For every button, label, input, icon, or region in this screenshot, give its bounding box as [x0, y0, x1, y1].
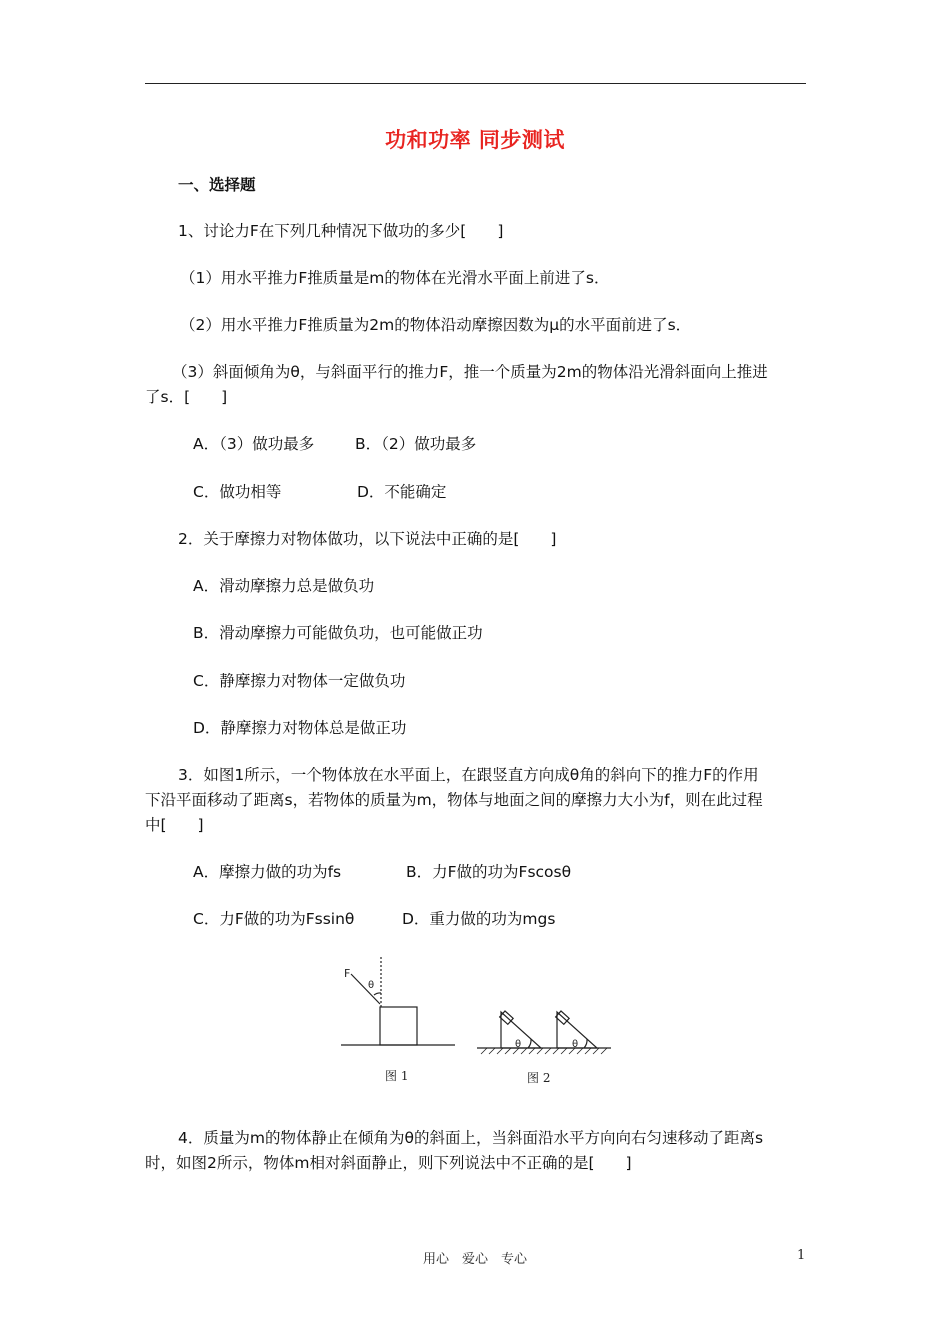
- q1-case-1: （1）用水平推力F推质量是m的物体在光滑水平面上前进了s．: [180, 269, 610, 287]
- q3-stem-line1: 3．如图1所示，一个物体放在水平面上，在跟竖直方向成θ角的斜向下的推力F的作用: [178, 766, 759, 784]
- angle-label-incline-1: θ: [515, 1039, 522, 1050]
- figure-2-label: 图 2: [527, 1071, 551, 1085]
- force-label: F: [344, 967, 351, 980]
- section-heading: 一、选择题: [178, 176, 256, 194]
- q3-option-c: C．力F做的功为Fssinθ: [193, 910, 355, 928]
- block: [380, 1007, 417, 1045]
- figure-1-label: 图 1: [385, 1069, 409, 1083]
- angle-label-fig1: θ: [368, 980, 375, 991]
- header-rule: [145, 83, 806, 84]
- q4-stem-line1: 4．质量为m的物体静止在倾角为θ的斜面上，当斜面沿水平方向向右匀速移动了距离s: [178, 1129, 764, 1147]
- q3-option-b: B．力F做的功为Fscosθ: [406, 863, 572, 881]
- q2-option-a: A．滑动摩擦力总是做负功: [193, 577, 375, 595]
- q1-case-2: （2）用水平推力F推质量为2m的物体沿动摩擦因数为μ的水平面前进了s．: [180, 316, 692, 334]
- angle-arc: [374, 993, 381, 995]
- q3-stem-line3: 中[ ]: [145, 816, 204, 834]
- q2-option-c: C．静摩擦力对物体一定做负功: [193, 672, 406, 690]
- q2-option-b: B．滑动摩擦力可能做负功，也可能做正功: [193, 624, 483, 642]
- figure-2-drawing: [477, 1011, 611, 1054]
- physics-figures: [335, 955, 625, 1090]
- incline-1-angle-arc: [528, 1039, 531, 1048]
- page-footer: 用心 爱心 专心: [422, 1252, 527, 1267]
- q3-option-d: D．重力做的功为mgs: [402, 910, 556, 928]
- figure-1-drawing: [341, 957, 455, 1045]
- q3-stem-line2: 下沿平面移动了距离s，若物体的质量为m，物体与地面之间的摩擦力大小为f，则在此过程: [145, 791, 763, 809]
- incline-2-angle-arc: [584, 1039, 587, 1048]
- q1-case-3-line2: 了s．[ ]: [145, 388, 228, 406]
- q1-option-a: A．（3）做功最多: [193, 435, 315, 453]
- ground-hatching: [481, 1048, 607, 1054]
- q1-option-d: D．不能确定: [357, 483, 447, 501]
- q1-option-b: B．（2）做功最多: [355, 435, 477, 453]
- page-number: 1: [797, 1248, 806, 1263]
- q2-option-d: D．静摩擦力对物体总是做正功: [193, 719, 407, 737]
- q4-stem-line2: 时，如图2所示，物体m相对斜面静止，则下列说法中不正确的是[ ]: [145, 1154, 632, 1172]
- force-arrow: [351, 974, 380, 1004]
- page-title: 功和功率 同步测试: [385, 128, 565, 152]
- q1-stem: 1、讨论力F在下列几种情况下做功的多少[ ]: [178, 222, 504, 240]
- q1-option-c: C．做功相等: [193, 483, 282, 501]
- angle-label-incline-2: θ: [572, 1039, 579, 1050]
- q3-option-a: A．摩擦力做的功为fs: [193, 863, 342, 881]
- q2-stem: 2．关于摩擦力对物体做功，以下说法中正确的是[ ]: [178, 530, 557, 548]
- q1-case-3-line1: （3）斜面倾角为θ，与斜面平行的推力F，推一个质量为2m的物体沿光滑斜面向上推进: [172, 363, 768, 381]
